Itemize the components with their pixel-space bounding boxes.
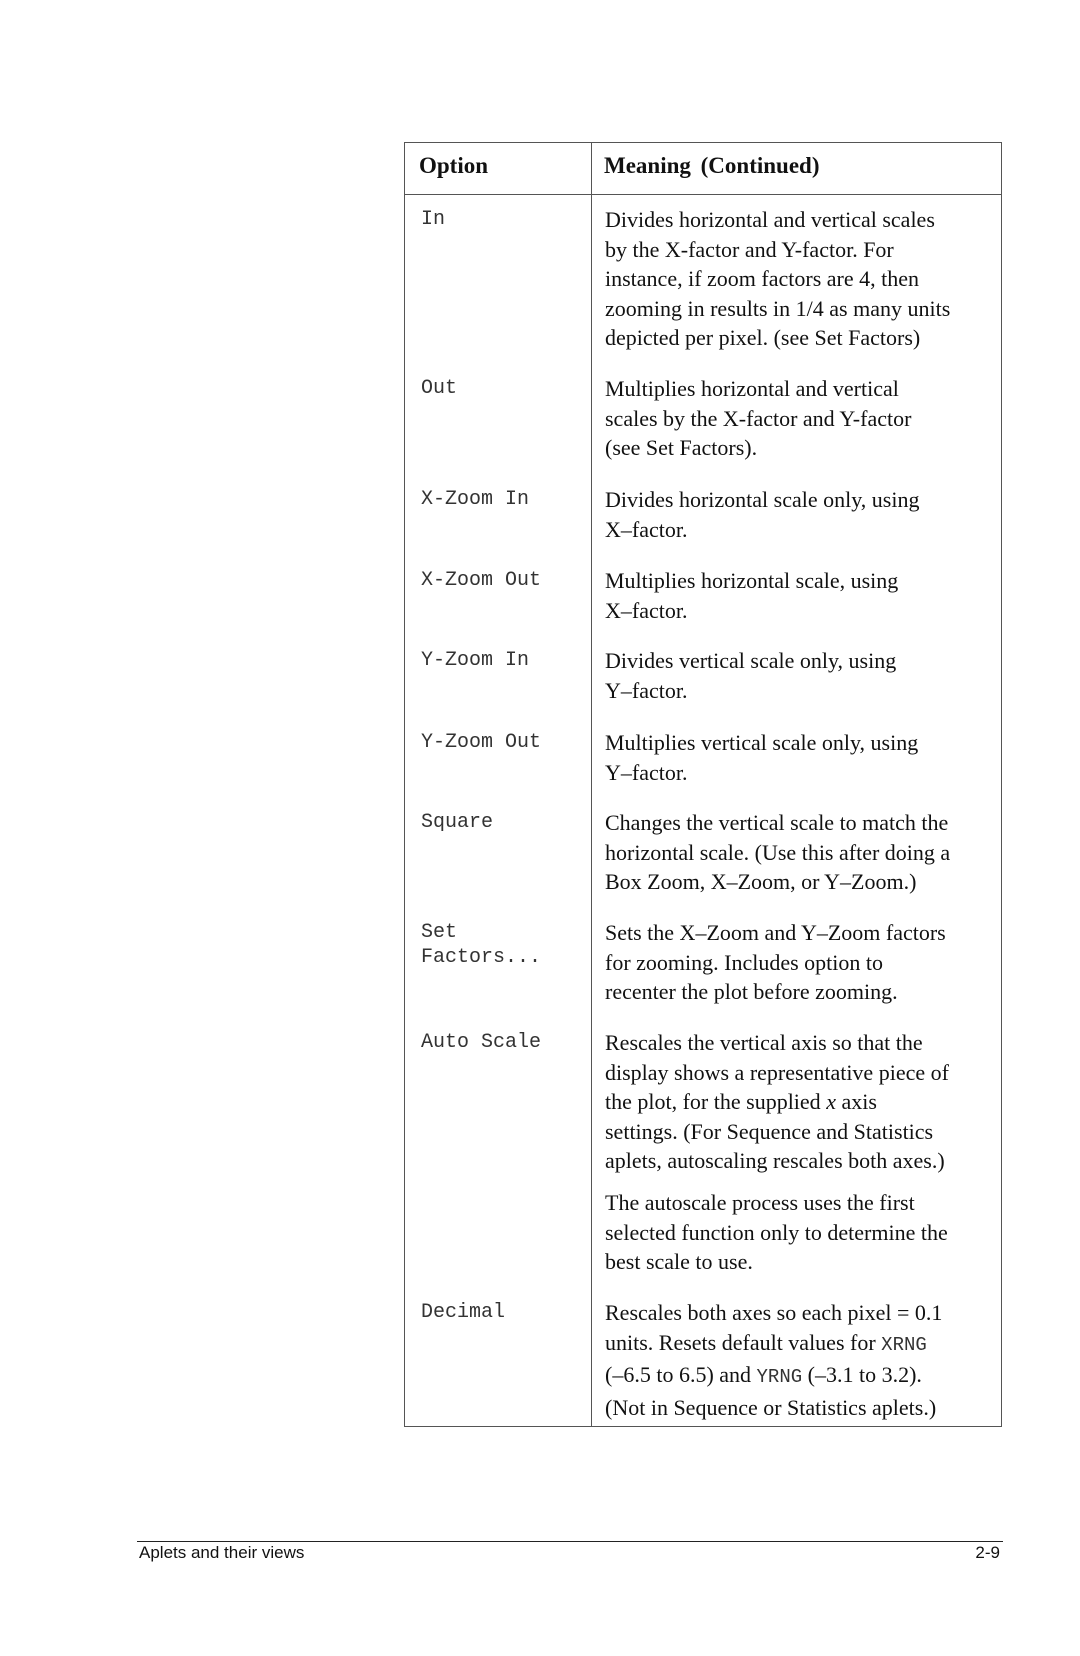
header-option: Option <box>419 153 489 178</box>
option-meaning <box>605 205 995 353</box>
option-name <box>421 1030 541 1055</box>
option-name <box>421 810 493 835</box>
option-meaning <box>605 1188 995 1277</box>
header-divider <box>405 194 1001 195</box>
meaning-line: aplets, autoscaling rescales both axes.) <box>605 1148 945 1173</box>
option-meaning <box>605 1028 995 1176</box>
meaning-line: Multiplies horizontal scale, using <box>605 568 899 593</box>
option-line: In <box>421 208 446 231</box>
option-line: Auto Scale <box>421 1031 542 1054</box>
option-name <box>421 207 445 232</box>
option-line: Set <box>421 921 458 944</box>
meaning-line: recenter the plot before zooming. <box>605 979 898 1004</box>
option-meaning <box>605 566 995 625</box>
option-meaning <box>605 918 995 1007</box>
option-line: X-Zoom In <box>421 488 530 511</box>
option-line: Y-Zoom In <box>421 649 530 672</box>
option-name <box>421 648 529 673</box>
option-meaning <box>605 728 995 787</box>
option-line: Square <box>421 811 494 834</box>
meaning-line: instance, if zoom factors are 4, then <box>605 266 919 291</box>
option-name <box>421 487 529 512</box>
meaning-line: for zooming. Includes option to <box>605 949 884 975</box>
meaning-line: Divides horizontal and vertical scales <box>605 207 935 232</box>
meaning-line: best scale to use. <box>605 1249 753 1274</box>
option-meaning <box>605 374 995 463</box>
variable-name: YRNG <box>756 1366 803 1388</box>
meaning-line: Rescales both axes so each pixel = 0.1 <box>605 1300 943 1325</box>
option-line: Y-Zoom Out <box>421 731 542 754</box>
option-name <box>421 568 541 593</box>
meaning-line: Multiplies vertical scale only, using <box>605 730 919 755</box>
meaning-line <box>605 1360 995 1393</box>
option-name <box>421 920 541 970</box>
meaning-line: scales by the X-factor and Y-factor <box>605 405 912 431</box>
meaning-line: Changes the vertical scale to match the <box>605 810 949 835</box>
meaning-line: settings. (For Sequence and Statistics <box>605 1118 934 1144</box>
footer-rule <box>137 1541 1003 1542</box>
option-line: Factors... <box>421 946 542 969</box>
option-line: Decimal <box>421 1301 506 1324</box>
option-line: X-Zoom Out <box>421 569 542 592</box>
option-meaning <box>605 646 995 705</box>
page-number: 2-9 <box>975 1543 1000 1562</box>
text-segment: units. Resets default values for <box>605 1329 882 1355</box>
option-name <box>421 1300 505 1325</box>
footer-section-title: Aplets and their views <box>139 1543 305 1562</box>
meaning-line: depicted per pixel. (see Set Factors) <box>605 325 921 350</box>
meaning-line: Sets the X–Zoom and Y–Zoom factors <box>605 920 946 945</box>
meaning-line: Y–factor. <box>605 677 688 703</box>
meaning-line: (Not in Sequence or Statistics aplets.) <box>605 1394 937 1420</box>
option-meaning <box>605 485 995 544</box>
meaning-line: Y–factor. <box>605 759 688 785</box>
text-segment: x <box>826 1089 836 1114</box>
meaning-line: horizontal scale. (Use this after doing a <box>605 839 951 865</box>
option-name <box>421 376 457 401</box>
option-name <box>421 730 541 755</box>
meaning-line: selected function only to determine the <box>605 1219 948 1245</box>
meaning-line: zooming in results in 1/4 as many units <box>605 295 951 321</box>
meaning-line: (see Set Factors). <box>605 435 758 460</box>
meaning-line: display shows a representative piece of <box>605 1059 949 1085</box>
meaning-line <box>605 1087 995 1117</box>
text-segment: (–6.5 to 6.5) and <box>605 1362 757 1387</box>
variable-name: XRNG <box>881 1333 927 1356</box>
meaning-line: The autoscale process uses the first <box>605 1190 915 1215</box>
meaning-line: Box Zoom, X–Zoom, or Y–Zoom.) <box>605 869 917 894</box>
text-segment: the plot, for the supplied <box>605 1089 827 1114</box>
option-meaning <box>605 1298 995 1422</box>
text-segment: (–3.1 to 3.2). <box>802 1362 922 1387</box>
meaning-line: Divides horizontal scale only, using <box>605 487 920 512</box>
column-divider <box>591 143 592 1426</box>
options-table <box>404 142 1002 1427</box>
meaning-line: by the X-factor and Y-factor. For <box>605 236 894 262</box>
header-meaning: Meaning (Continued) <box>604 153 820 178</box>
meaning-line <box>605 1328 995 1361</box>
meaning-line: Rescales the vertical axis so that the <box>605 1030 923 1055</box>
meaning-line: Multiplies horizontal and vertical <box>605 376 899 401</box>
option-line: Out <box>421 377 458 400</box>
text-segment: axis <box>835 1089 877 1114</box>
meaning-line: Divides vertical scale only, using <box>605 648 897 673</box>
meaning-line: X–factor. <box>605 597 688 623</box>
option-meaning <box>605 808 995 897</box>
meaning-line: X–factor. <box>605 516 688 542</box>
